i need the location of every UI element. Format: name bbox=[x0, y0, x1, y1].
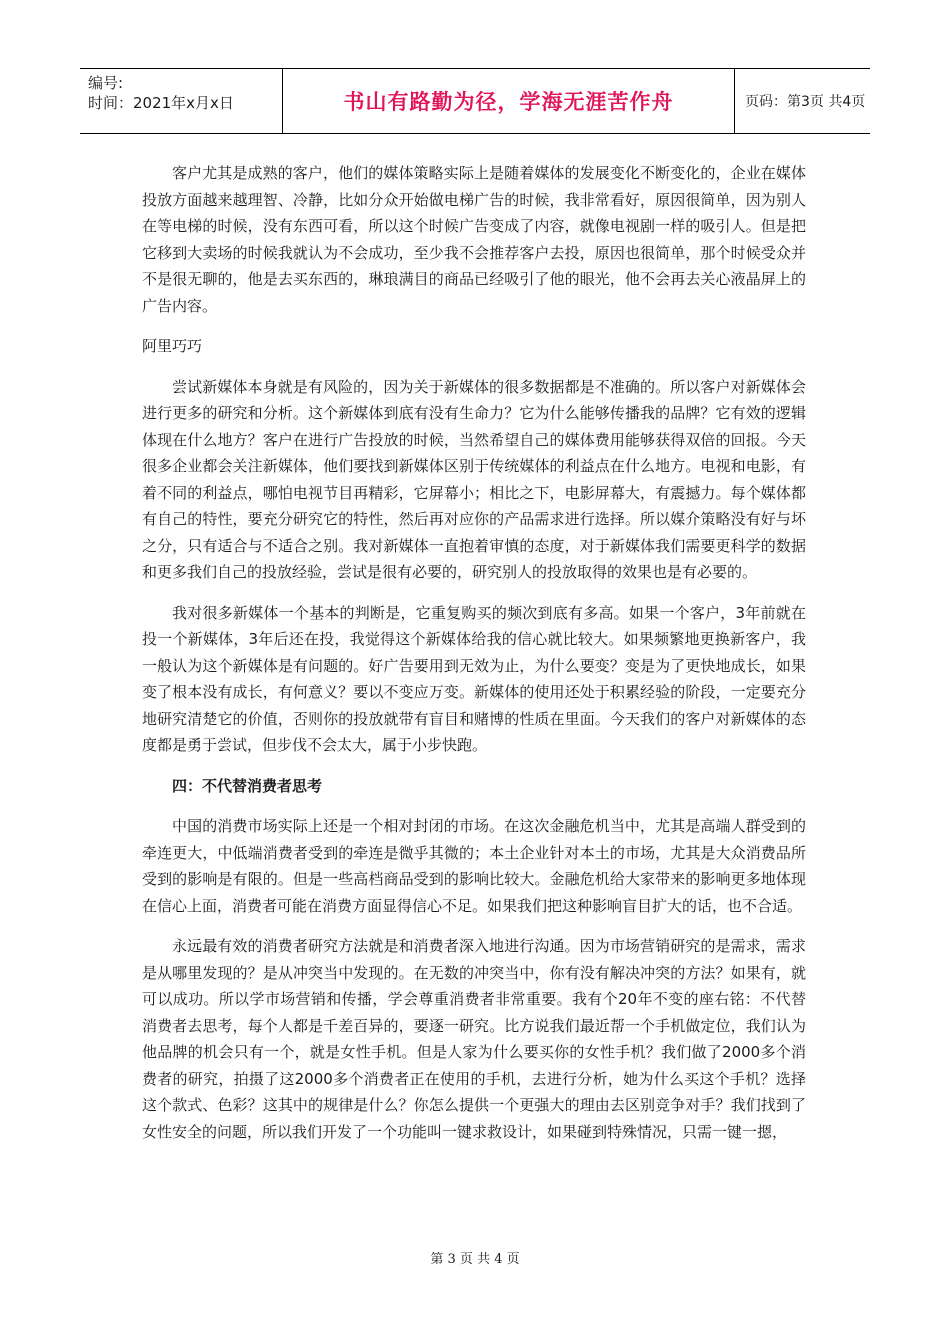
header-motto: 书山有路勤为径，学海无涯苦作舟 bbox=[343, 90, 674, 114]
page-header bbox=[80, 68, 870, 134]
document-time-label: 时间：2021年x月x日 bbox=[88, 94, 234, 112]
body-paragraph: 客户尤其是成熟的客户，他们的媒体策略实际上是随着媒体的发展变化不断变化的，企业在媒体投放方面越来越理智、冷静，比如分众开始做电梯广告的时候，我非常看好，原因很简单，因为别人在等电梯的时候，没有东西可看，所以这个时候广告变成了内容，就像电视剧一样的吸引人。但是把它移到大卖场的时候我就认为不会成功，至少我不会推荐客户去投，原因也很简单，那个时候受众并不是很无聊的，他是去买东西的，琳琅满目的商品已经吸引了他的眼光，他不会再去关心液晶屏上的广告内容。 bbox=[142, 164, 806, 315]
header-info-cell bbox=[80, 69, 283, 133]
page-footer: 第 3 页 共 4 页 bbox=[430, 1252, 520, 1267]
body-paragraph: 永远最有效的消费者研究方法就是和消费者深入地进行沟通。因为市场营销研究的是需求，需求是从哪里发现的？是从冲突当中发现的。在无数的冲突当中，你有没有解决冲突的方法？如果有，就可以成功。所以学市场营销和传播，学会尊重消费者非常重要。我有个20年不变的座右铭：不代替消费者去思考，每个人都是千差百异的，要逐一研究。比方说我们最近帮一个手机做定位，我们认为他品牌的机会只有一个，就是女性手机。但是人家为什么要买你的女性手机？我们做了2000多个消费者的研究，拍摄了这2000多个消费者正在使用的手机，去进行分析，她为什么买这个手机？选择这个款式、色彩？这其中的规律是什么？你怎么提供一个更强大的理由去区别竞争对手？我们找到了女性安全的问题，所以我们开发了一个功能叫一键求救设计，如果碰到特殊情况，只需一键一摁， bbox=[142, 937, 806, 1141]
body-paragraph: 我对很多新媒体一个基本的判断是，它重复购买的频次到底有多高。如果一个客户，3年前就在投一个新媒体，3年后还在投，我觉得这个新媒体给我的信心就比较大。如果频繁地更换新客户，我一般认为这个新媒体是有问题的。好广告要用到无效为止，为什么要变？变是为了更快地成长，如果变了根本没有成长，有何意义？要以不变应万变。新媒体的使用还处于积累经验的阶段，一定要充分地研究清楚它的价值，否则你的投放就带有盲目和赌博的性质在里面。今天我们的客户对新媒体的态度都是勇于尝试，但步伐不会太大，属于小步快跑。 bbox=[142, 603, 806, 754]
body-paragraph: 尝试新媒体本身就是有风险的，因为关于新媒体的很多数据都是不准确的。所以客户对新媒体会进行更多的研究和分析。这个新媒体到底有没有生命力？它为什么能够传播我的品牌？它有效的逻辑体现在什么地方？客户在进行广告投放的时候，当然希望自己的媒体费用能够获得双倍的回报。今天很多企业都会关注新媒体，他们要找到新媒体区别于传统媒体的利益点在什么地方。电视和电影，有着不同的利益点，哪怕电视节目再精彩，它屏幕小；相比之下，电影屏幕大，有震撼力。每个媒体都有自己的特性，要充分研究它的特性，然后再对应你的产品需求进行选择。所以媒介策略没有好与坏之分，只有适合与不适合之别。我对新媒体一直抱着审慎的态度，对于新媒体我们需要更科学的数据和更多我们自己的投放经验，尝试是很有必要的，研究别人的投放取得的效果也是有必要的。 bbox=[142, 377, 806, 581]
document-body bbox=[142, 160, 806, 1159]
body-paragraph: 中国的消费市场实际上还是一个相对封闭的市场。在这次金融危机当中，尤其是高端人群受到的牵连更大，中低端消费者受到的牵连是微乎其微的；本土企业针对本土的市场，尤其是大众消费品所受到的影响是有限的。但是一些高档商品受到的影响比较大。金融危机给大家带来的影响更多地体现在信心上面，消费者可能在消费方面显得信心不足。如果我们把这种影响盲目扩大的话，也不合适。 bbox=[142, 817, 806, 915]
document-number-label: 编号: bbox=[88, 74, 124, 92]
header-motto-cell bbox=[283, 69, 735, 133]
header-page-label: 页码：第3页 共4页 bbox=[745, 94, 866, 110]
body-paragraph: 阿里巧巧 bbox=[142, 337, 203, 355]
header-page-cell bbox=[735, 69, 870, 133]
section-heading: 四：不代替消费者思考 bbox=[172, 776, 323, 795]
